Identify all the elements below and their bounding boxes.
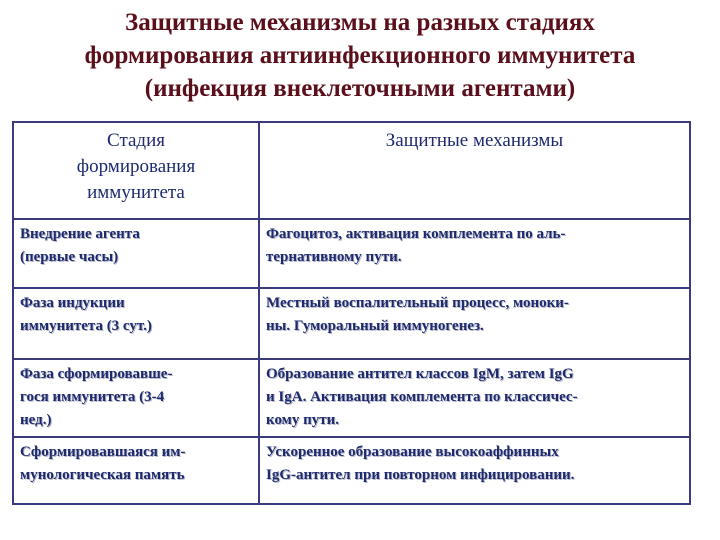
table-row — [13, 359, 690, 437]
stage-text: нед.) — [20, 412, 52, 428]
table-row — [13, 437, 690, 504]
mechanisms-text: IgG-антител при повторном инфицировании. — [266, 467, 575, 483]
mechanisms-text: тернативному пути. — [266, 249, 402, 265]
stage-cell — [13, 288, 259, 359]
stage-text: иммунитета (3 сут.) — [20, 318, 152, 334]
mechanisms-text: кому пути. — [266, 412, 340, 428]
header-stage-line-3: иммунитета — [87, 182, 185, 203]
mechanisms-cell — [259, 437, 690, 504]
header-stage-line-1: Стадия — [107, 130, 165, 151]
header-mechanisms — [259, 122, 690, 219]
stage-cell — [13, 219, 259, 288]
stage-text: Фаза сформировавше- — [20, 366, 173, 382]
mechanisms-cell — [259, 219, 690, 288]
title-line-2: формирования антиинфекционного иммунитета — [84, 42, 636, 69]
stage-text: гося иммунитета (3-4 — [20, 389, 165, 405]
stage-text: Внедрение агента — [20, 226, 140, 242]
slide-title — [0, 6, 720, 105]
stage-text: мунологическая память — [20, 467, 185, 483]
stage-text: (первые часы) — [20, 249, 119, 265]
title-line-1: Защитные механизмы на разных стадиях — [125, 9, 595, 36]
mechanisms-text: ны. Гуморальный иммуногенез. — [266, 318, 484, 334]
mechanisms-text: Местный воспалительный процесс, моноки- — [266, 295, 569, 311]
mechanisms-cell — [259, 288, 690, 359]
stage-cell — [13, 437, 259, 504]
table-header-row — [13, 122, 690, 219]
mechanisms-text: Ускоренное образование высокоаффинных — [266, 444, 559, 460]
table-row — [13, 288, 690, 359]
header-stage-line-2: формирования — [76, 156, 196, 177]
mechanisms-cell — [259, 359, 690, 437]
mechanisms-text: и IgA. Активация комплемента по классичес- — [266, 389, 578, 405]
header-stage — [13, 122, 259, 219]
stage-text: Фаза индукции — [20, 295, 125, 311]
header-mechanisms-line-1: Защитные механизмы — [385, 130, 564, 151]
mechanisms-text: Фагоцитоз, активация комплемента по аль- — [266, 226, 566, 242]
immunity-stages-table — [12, 121, 691, 505]
mechanisms-text: Образование антител классов IgM, затем IgG — [266, 366, 574, 382]
stage-text: Сформировавшаяся им- — [20, 444, 186, 460]
stage-cell — [13, 359, 259, 437]
title-line-3: (инфекция внеклеточными агентами) — [144, 75, 576, 102]
table-row — [13, 219, 690, 288]
